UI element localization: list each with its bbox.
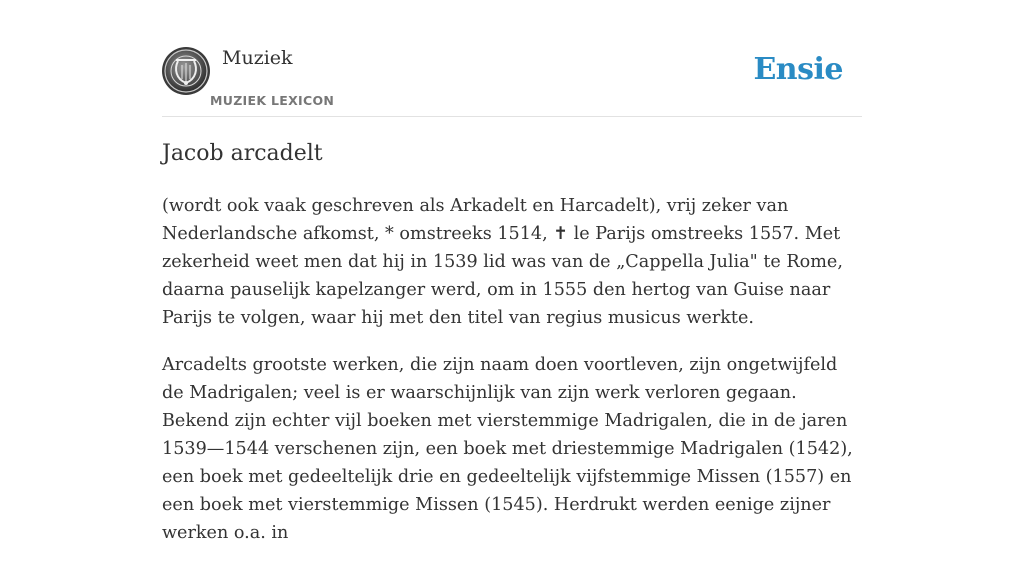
page-title: Jacob arcadelt — [162, 141, 323, 166]
brand-logo[interactable]: Ensie — [753, 52, 843, 87]
paragraph: Arcadelts grootste werken, die zijn naam doen voortleven, zijn ongetwijfeld de Madrigalen; veel is er waarschijnlijk van zijn werk verloren gegaan. Bekend zijn echter vijl boeken met vierstemmige Madrigalen, die in de jaren 1539—1544 verschenen zijn, een boek met driestemmige Madrigalen (1542), een boek met gedeeltelijk drie en gedeeltelijk vijfstemmige Missen (1557) en een boek met vierstemmige Missen (1545). Herdrukt werden eenige zijner werken o.a. in — [162, 355, 853, 543]
lyre-emblem-icon — [162, 47, 210, 95]
site-name[interactable]: Muziek — [222, 47, 293, 69]
article-body — [162, 192, 862, 566]
site-header — [162, 0, 862, 117]
paragraph: (wordt ook vaak geschreven als Arkadelt en Harcadelt), vrij zeker van Nederlandsche afkomst, * omstreeks 1514, ✝ le Parijs omstreeks 1557. Met zekerheid weet men dat hij in 1539 lid was van de „Cappella Julia" te Rome, daarna pauselijk kapelzanger werd, om in 1555 den hertog van Guise naar Parijs te volgen, waar hij met den titel van regius musicus werkte. — [162, 196, 843, 328]
page — [162, 0, 862, 543]
site-subtitle[interactable]: MUZIEK LEXICON — [210, 93, 335, 108]
avatar[interactable] — [162, 47, 210, 95]
